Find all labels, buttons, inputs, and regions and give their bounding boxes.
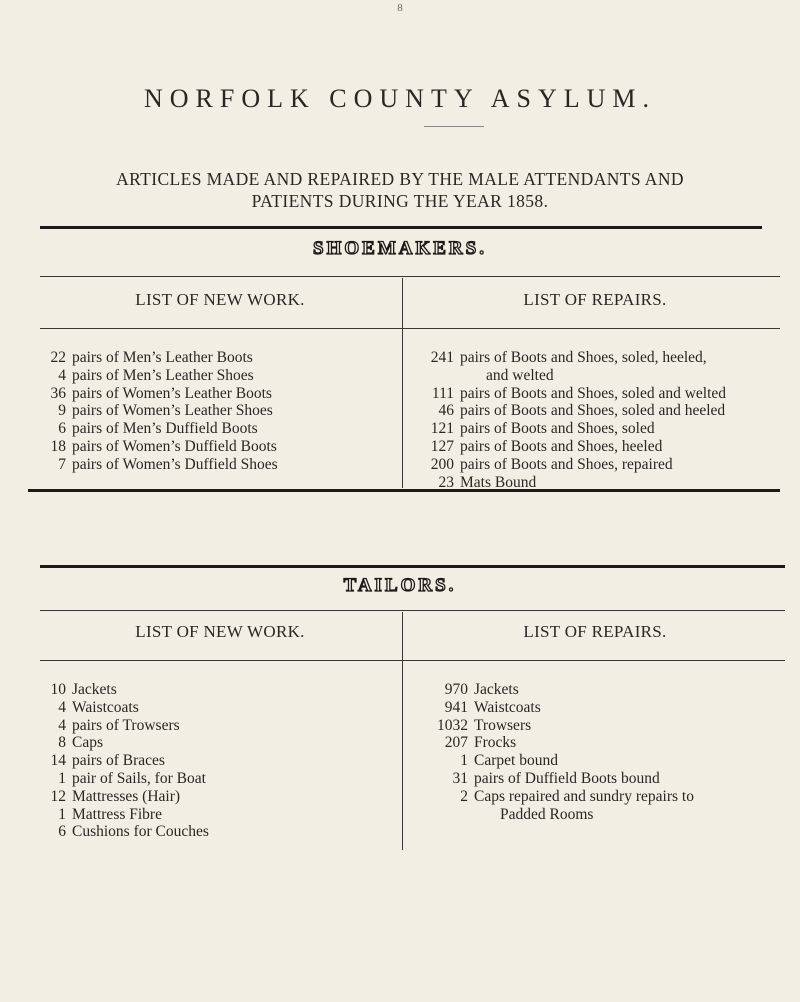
list-item <box>420 752 790 770</box>
item-description: pairs of Boots and Shoes, heeled <box>460 437 663 455</box>
item-description: Caps repaired and sundry repairs to <box>474 787 694 805</box>
item-description: pairs of Men’s Leather Shoes <box>72 366 254 384</box>
shoemakers-top-rule <box>40 226 762 229</box>
item-description: pairs of Women’s Leather Shoes <box>72 402 273 420</box>
item-quantity: 31 <box>452 769 468 787</box>
list-item <box>420 438 790 456</box>
item-description: pairs of Women’s Duffield Boots <box>72 437 277 455</box>
item-description: Frocks <box>474 734 517 752</box>
item-description: Jackets <box>474 681 519 698</box>
list-item <box>420 788 790 806</box>
list-item <box>420 681 790 699</box>
item-quantity: 941 <box>444 698 468 716</box>
list-item <box>420 734 790 752</box>
item-quantity: 14 <box>50 752 66 770</box>
item-description: pairs of Men’s Leather Boots <box>72 349 253 366</box>
list-item <box>420 385 790 403</box>
item-quantity: 1 <box>460 752 468 770</box>
item-description-continued: and welted <box>486 366 554 384</box>
item-quantity: 200 <box>430 455 454 473</box>
item-description: pairs of Men’s Duffield Boots <box>72 420 258 438</box>
list-item <box>50 770 395 788</box>
list-item <box>50 349 395 367</box>
item-description: Caps <box>72 734 103 752</box>
list-item <box>420 717 790 735</box>
shoemakers-subheader-rule <box>40 328 780 329</box>
list-item <box>50 681 395 699</box>
item-description: Waistcoats <box>72 698 139 716</box>
title-divider <box>424 126 484 127</box>
item-quantity: 2 <box>460 787 468 805</box>
page-subtitle <box>40 168 760 212</box>
list-item <box>50 823 395 841</box>
item-quantity: 8 <box>58 734 66 752</box>
item-quantity: 4 <box>58 698 66 716</box>
subtitle-line-1: ARTICLES MADE AND REPAIRED BY THE MALE ATTENDANTS AND <box>116 169 684 189</box>
tailors-top-rule <box>40 565 785 568</box>
shoemakers-bottom-rule <box>28 489 780 492</box>
item-description: pairs of Boots and Shoes, soled, heeled, <box>460 349 707 366</box>
tailors-subheader-rule <box>40 660 785 661</box>
item-quantity: 6 <box>58 420 66 438</box>
item-description: pairs of Boots and Shoes, soled <box>460 420 655 438</box>
item-description: pairs of Boots and Shoes, repaired <box>460 455 673 473</box>
page-marker: 8 <box>397 2 403 14</box>
item-description: pairs of Duffield Boots bound <box>474 769 660 787</box>
item-quantity: 4 <box>58 366 66 384</box>
list-item <box>420 699 790 717</box>
item-description: pairs of Women’s Leather Boots <box>72 384 272 402</box>
shoemakers-repairs-heading: LIST OF REPAIRS. <box>523 290 667 309</box>
item-quantity: 127 <box>430 437 454 455</box>
item-quantity: 111 <box>431 384 454 402</box>
item-description: Trowsers <box>474 716 532 734</box>
item-quantity: 207 <box>444 734 468 752</box>
list-item <box>50 456 395 474</box>
list-item <box>50 806 395 824</box>
item-quantity: 22 <box>50 349 66 366</box>
list-item <box>420 402 790 420</box>
item-description: Mattresses (Hair) <box>72 787 181 805</box>
list-item <box>50 367 395 385</box>
item-description: pairs of Women’s Duffield Shoes <box>72 455 278 473</box>
item-quantity: 23 <box>438 473 454 491</box>
subtitle-line-2: PATIENTS DURING THE YEAR 1858. <box>251 191 549 211</box>
shoemakers-repairs-list <box>420 349 790 491</box>
item-quantity: 9 <box>58 402 66 420</box>
item-quantity: 6 <box>58 823 66 841</box>
item-quantity: 1 <box>58 769 66 787</box>
item-description: Carpet bound <box>474 752 558 770</box>
tailors-column-divider <box>402 612 403 850</box>
list-item <box>50 420 395 438</box>
item-description: pair of Sails, for Boat <box>72 769 206 787</box>
tailors-repairs-heading: LIST OF REPAIRS. <box>523 622 667 641</box>
list-item-continuation <box>420 806 790 824</box>
list-item <box>420 456 790 474</box>
item-description: Mats Bound <box>460 473 537 491</box>
item-quantity: 121 <box>430 420 454 438</box>
item-description: pairs of Trowsers <box>72 716 180 734</box>
list-item <box>420 420 790 438</box>
tailors-section-title: TAILORS. <box>343 575 457 596</box>
item-quantity: 10 <box>50 681 66 698</box>
item-description: Cushions for Couches <box>72 823 209 841</box>
shoemakers-column-divider <box>402 278 403 488</box>
list-item <box>50 717 395 735</box>
item-quantity: 1 <box>58 805 66 823</box>
shoemakers-header-rule <box>40 276 780 277</box>
list-item <box>420 349 790 367</box>
shoemakers-new-work-list <box>50 349 395 474</box>
list-item <box>50 699 395 717</box>
tailors-header-rule <box>40 610 785 611</box>
item-description-continued: Padded Rooms <box>500 805 594 823</box>
list-item <box>50 385 395 403</box>
item-description: Jackets <box>72 681 117 698</box>
list-item <box>50 788 395 806</box>
item-quantity: 4 <box>58 716 66 734</box>
item-quantity: 36 <box>50 384 66 402</box>
item-quantity: 18 <box>50 437 66 455</box>
list-item-continuation <box>420 367 790 385</box>
item-description: pairs of Boots and Shoes, soled and welted <box>460 384 727 402</box>
tailors-new-work-heading: LIST OF NEW WORK. <box>135 622 305 641</box>
item-description: Waistcoats <box>474 698 541 716</box>
item-quantity: 970 <box>444 681 468 698</box>
tailors-repairs-list <box>420 681 790 823</box>
shoemakers-section-title: SHOEMAKERS. <box>313 238 487 259</box>
list-item <box>50 438 395 456</box>
list-item <box>420 770 790 788</box>
item-quantity: 1032 <box>437 716 468 734</box>
item-quantity: 46 <box>438 402 454 420</box>
tailors-new-work-list <box>50 681 395 841</box>
item-quantity: 7 <box>58 455 66 473</box>
item-description: pairs of Boots and Shoes, soled and heeled <box>460 402 726 420</box>
list-item <box>50 402 395 420</box>
item-description: pairs of Braces <box>72 752 165 770</box>
item-description: Mattress Fibre <box>72 805 162 823</box>
page-title: NORFOLK COUNTY ASYLUM. <box>143 84 656 113</box>
item-quantity: 241 <box>430 349 454 366</box>
item-quantity: 12 <box>50 787 66 805</box>
list-item <box>50 752 395 770</box>
shoemakers-new-work-heading: LIST OF NEW WORK. <box>135 290 305 309</box>
list-item <box>50 734 395 752</box>
